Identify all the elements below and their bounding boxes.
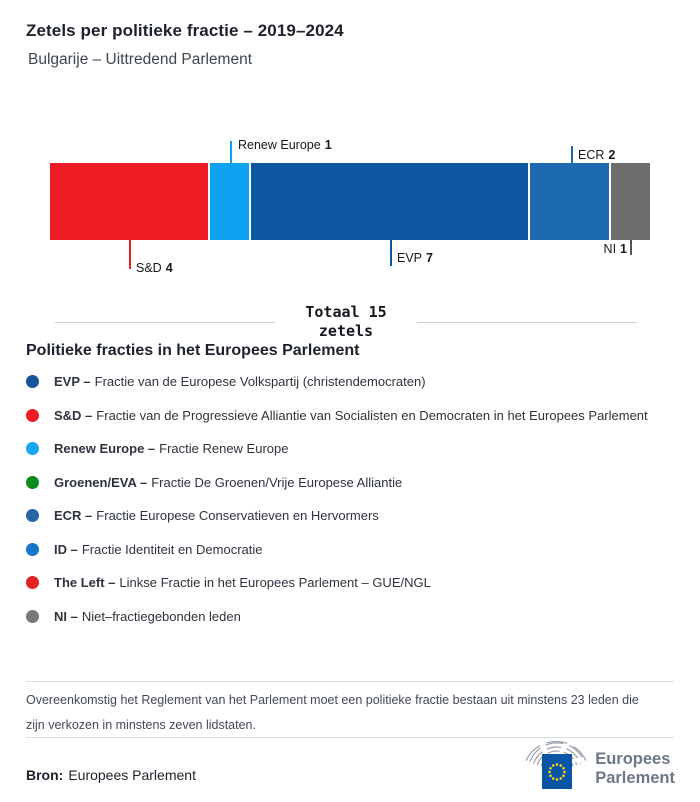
legend-desc: Fractie van de Progressieve Alliantie van Socialisten en Democraten in het Europees Parlement	[96, 407, 648, 423]
sd-seats: 4	[165, 261, 173, 275]
bar-segment-ni	[611, 163, 650, 240]
ecr-dot-icon	[26, 509, 39, 522]
ecr-callout-tick	[571, 146, 573, 163]
ni-name: NI	[603, 242, 617, 256]
logo-line2: Parlement	[595, 769, 675, 787]
groenen-dot-icon	[26, 476, 39, 489]
legend-desc: Fractie De Groenen/Vrije Europese Alliantie	[151, 474, 403, 490]
legend-item-id	[26, 540, 674, 560]
ni-dot-icon	[26, 610, 39, 623]
evp-dot-icon	[26, 375, 39, 388]
legend-item-ni	[26, 607, 674, 627]
bar-segment-ecr	[530, 163, 611, 240]
legend-abbr: S&D –	[54, 407, 93, 423]
legend-desc: Fractie Identiteit en Democratie	[81, 541, 263, 557]
seats-stacked-bar	[50, 163, 650, 240]
evp-seats: 7	[426, 251, 433, 265]
ni-callout-tick	[630, 240, 632, 255]
legend-desc: Niet–fractiegebonden leden	[81, 608, 241, 624]
theleft-dot-icon	[26, 576, 39, 589]
sd-dot-icon	[26, 409, 39, 422]
renew-callout-label	[238, 138, 332, 152]
renew-name: Renew Europe	[238, 138, 321, 152]
legend-item-theleft	[26, 573, 674, 593]
source-line	[26, 767, 196, 783]
bar-segment-sd	[50, 163, 210, 240]
legend-abbr: EVP –	[54, 374, 91, 389]
renew-seats: 1	[324, 138, 332, 152]
sd-callout-label	[136, 261, 173, 275]
legend-abbr: ECR –	[54, 508, 93, 523]
legend-item-sd	[26, 406, 674, 426]
total-seats-label	[275, 303, 416, 341]
footnote-divider-top	[26, 681, 674, 682]
evp-name: EVP	[397, 251, 423, 265]
ecr-name: ECR	[578, 148, 605, 162]
legend-abbr: Groenen/EVA –	[54, 474, 148, 490]
ecr-seats: 2	[608, 148, 616, 162]
footnote-text: Overeenkomstig het Reglement van het Parlement moet een politieke fractie bestaan uit minstens 23 leden die zijn verkozen in minstens zeven lidstaten.	[26, 693, 639, 732]
eu-flag	[542, 754, 572, 789]
evp-callout-tick	[390, 240, 392, 266]
source-value: Europees Parlement	[68, 767, 196, 783]
total-line1: Totaal 15	[305, 303, 387, 321]
hemicycle-flag-icon	[506, 741, 586, 797]
page-subtitle: Bulgarije – Uittredend Parlement	[28, 51, 253, 68]
legend-item-evp	[26, 372, 674, 392]
legend-desc: Linkse Fractie in het Europees Parlement – GUE/NGL	[119, 575, 431, 590]
page-title: Zetels per politieke fractie – 2019–2024	[26, 21, 344, 40]
legend-desc: Fractie Europese Conservatieven en Hervormers	[96, 508, 379, 523]
sd-name: S&D	[136, 261, 162, 275]
legend-item-renew	[26, 439, 674, 459]
legend-desc: Fractie Renew Europe	[159, 441, 289, 456]
divider-line-left	[55, 322, 275, 323]
ecr-callout-label	[578, 148, 615, 162]
bar-segment-evp	[251, 163, 529, 240]
legend-abbr: Renew Europe –	[54, 441, 156, 456]
footnote-divider-bottom	[26, 737, 674, 738]
legend-item-groenen	[26, 473, 674, 493]
ni-seats: 1	[620, 242, 627, 256]
source-label: Bron:	[26, 767, 64, 783]
sd-callout-tick	[129, 240, 131, 269]
legend-desc: Fractie van de Europese Volkspartij (christendemocraten)	[94, 374, 426, 389]
legend-list	[26, 372, 674, 640]
renew-dot-icon	[26, 442, 39, 455]
legend-abbr: NI –	[54, 608, 78, 624]
total-line2: zetels	[318, 322, 374, 340]
legend-item-ecr	[26, 506, 674, 526]
legend-abbr: The Left –	[54, 575, 116, 590]
european-parliament-logo	[506, 741, 675, 797]
logo-wordmark	[595, 750, 675, 788]
logo-line1: Europees	[595, 750, 671, 768]
total-divider	[55, 303, 637, 341]
renew-callout-tick	[230, 141, 232, 163]
divider-line-right	[417, 322, 637, 323]
legend-heading: Politieke fracties in het Europees Parlement	[26, 342, 360, 359]
ni-callout-label	[560, 242, 627, 256]
legend-abbr: ID –	[54, 541, 78, 557]
bar-segment-renew	[210, 163, 251, 240]
id-dot-icon	[26, 543, 39, 556]
evp-callout-label	[397, 251, 433, 265]
